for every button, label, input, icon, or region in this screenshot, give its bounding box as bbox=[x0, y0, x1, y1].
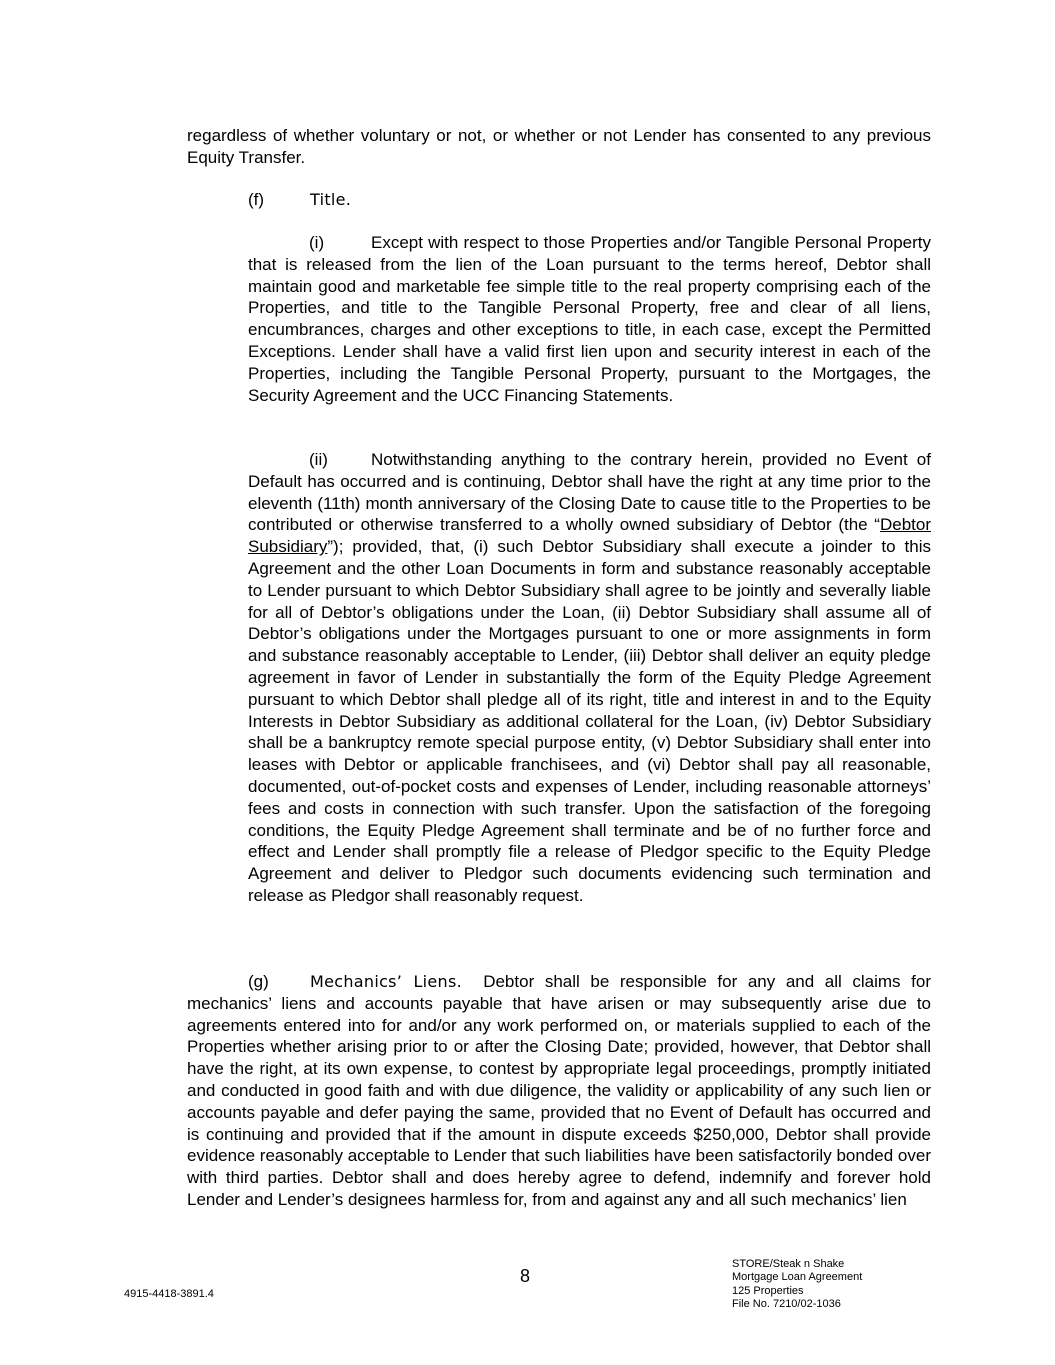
section-f-ii-text-before: Notwithstanding anything to the contrary herein, provided no Event of Default has occurred and is continuing, Debtor shall have the right at any time prior to the eleventh (11th) month anniversary of the Closing Date to cause title to the Properties to be contributed or otherwise transferred to a wholly owned subsidiary of Debtor (the “ bbox=[248, 450, 931, 535]
section-f-title: Title. bbox=[310, 190, 352, 209]
section-f-i-label: (i) bbox=[309, 233, 325, 252]
footer-line-file-no: File No. 7210/02-1036 bbox=[732, 1298, 841, 1311]
section-g-paragraph bbox=[187, 971, 931, 1211]
section-g-text: Debtor shall be responsible for any and all claims for mechanics’ liens and accounts payable that have arisen or may subsequently arise due to agreements entered into for and/or any work performed on, or materials supplied to each of the Properties whether arising prior to or after the Closing Date; provided, however, that Debtor shall have the right, at its own expense, to contest by appropriate legal proceedings, promptly initiated and conducted in good faith and with due diligence, the validity or applicability of any such lien or accounts payable and defer paying the same, provided that no Event of Default has occurred and is continuing and provided that if the amount in dispute exceeds $250,000, Debtor shall provide evidence reasonably acceptable to Lender that such liabilities have been satisfactorily bonded over with third parties. Debtor shall and does hereby agree to defend, indemnify and forever hold Lender and Lender’s designees harmless for, from and against any and all such mechanics’ lien bbox=[187, 972, 931, 1209]
defined-term-debtor-subsidiary: Debtor Subsidiary bbox=[248, 515, 931, 557]
footer-line-properties: 125 Properties bbox=[732, 1284, 804, 1297]
section-g-label: (g) bbox=[248, 972, 269, 991]
section-f-i-paragraph bbox=[248, 232, 931, 406]
section-f-ii-label: (ii) bbox=[309, 450, 328, 469]
section-f-heading bbox=[248, 189, 931, 211]
footer-line-doc-type: Mortgage Loan Agreement bbox=[732, 1271, 863, 1284]
continuation-paragraph: regardless of whether voluntary or not, or whether or not Lender has consented to any previous Equity Transfer. bbox=[187, 126, 931, 167]
section-g-heading: Mechanics’ Liens. bbox=[310, 972, 463, 991]
section-f-ii-text-after: ”); provided, that, (i) such Debtor Subsidiary shall execute a joinder to this Agreement and the other Loan Documents in form and substance reasonably acceptable to Lender pursuant to which Debtor Subsidiary shall agree to be jointly and severally liable for all of Debtor’s obligations under the Loan, (ii) Debtor Subsidiary shall assume all of Debtor’s obligations under the Mortgages pursuant to one or more assignments in form and substance reasonably acceptable to Lender, (iii) Debtor shall deliver an equity pledge agreement in favor of Lender in substantially the form of the Equity Pledge Agreement pursuant to which Debtor shall pledge all of its right, title and interest in and to the Equity Interests in Debtor Subsidiary as additional collateral for the Loan, (iv) Debtor Subsidiary shall be a bankruptcy remote special purpose entity, (v) Debtor Subsidiary shall enter into leases with Debtor or applicable franchisees, and (vi) Debtor shall pay all reasonable, documented, out-of-pocket costs and expenses of Lender, including reasonable attorneys’ fees and costs in connection with such transfer. Upon the satisfaction of the foregoing conditions, the Equity Pledge Agreement shall terminate and be of no further force and effect and Lender shall promptly file a release of Pledgor specific to the Equity Pledge Agreement and deliver to Pledgor such documents evidencing such termination and release as Pledgor shall reasonably request. bbox=[248, 537, 931, 905]
footer-doc-id: 4915-4418-3891.4 bbox=[124, 1288, 214, 1300]
footer-line-client: STORE/Steak n Shake bbox=[732, 1258, 845, 1270]
section-f-ii-paragraph bbox=[248, 449, 931, 907]
section-f-i-text: Except with respect to those Properties and/or Tangible Personal Property that is released from the lien of the Loan pursuant to the terms hereof, Debtor shall maintain good and marketable fee simple title to the real property comprising each of the Properties, and title to the Tangible Personal Property, free and clear of all liens, encumbrances, charges and other exceptions to title, in each case, except the Permitted Exceptions. Lender shall have a valid first lien upon and security interest in each of the Properties, including the Tangible Personal Property, pursuant to the Mortgages, the Security Agreement and the UCC Financing Statements. bbox=[248, 233, 931, 405]
footer-file-info bbox=[732, 1258, 862, 1312]
page-number: 8 bbox=[520, 1266, 531, 1286]
section-f-label: (f) bbox=[248, 190, 265, 209]
